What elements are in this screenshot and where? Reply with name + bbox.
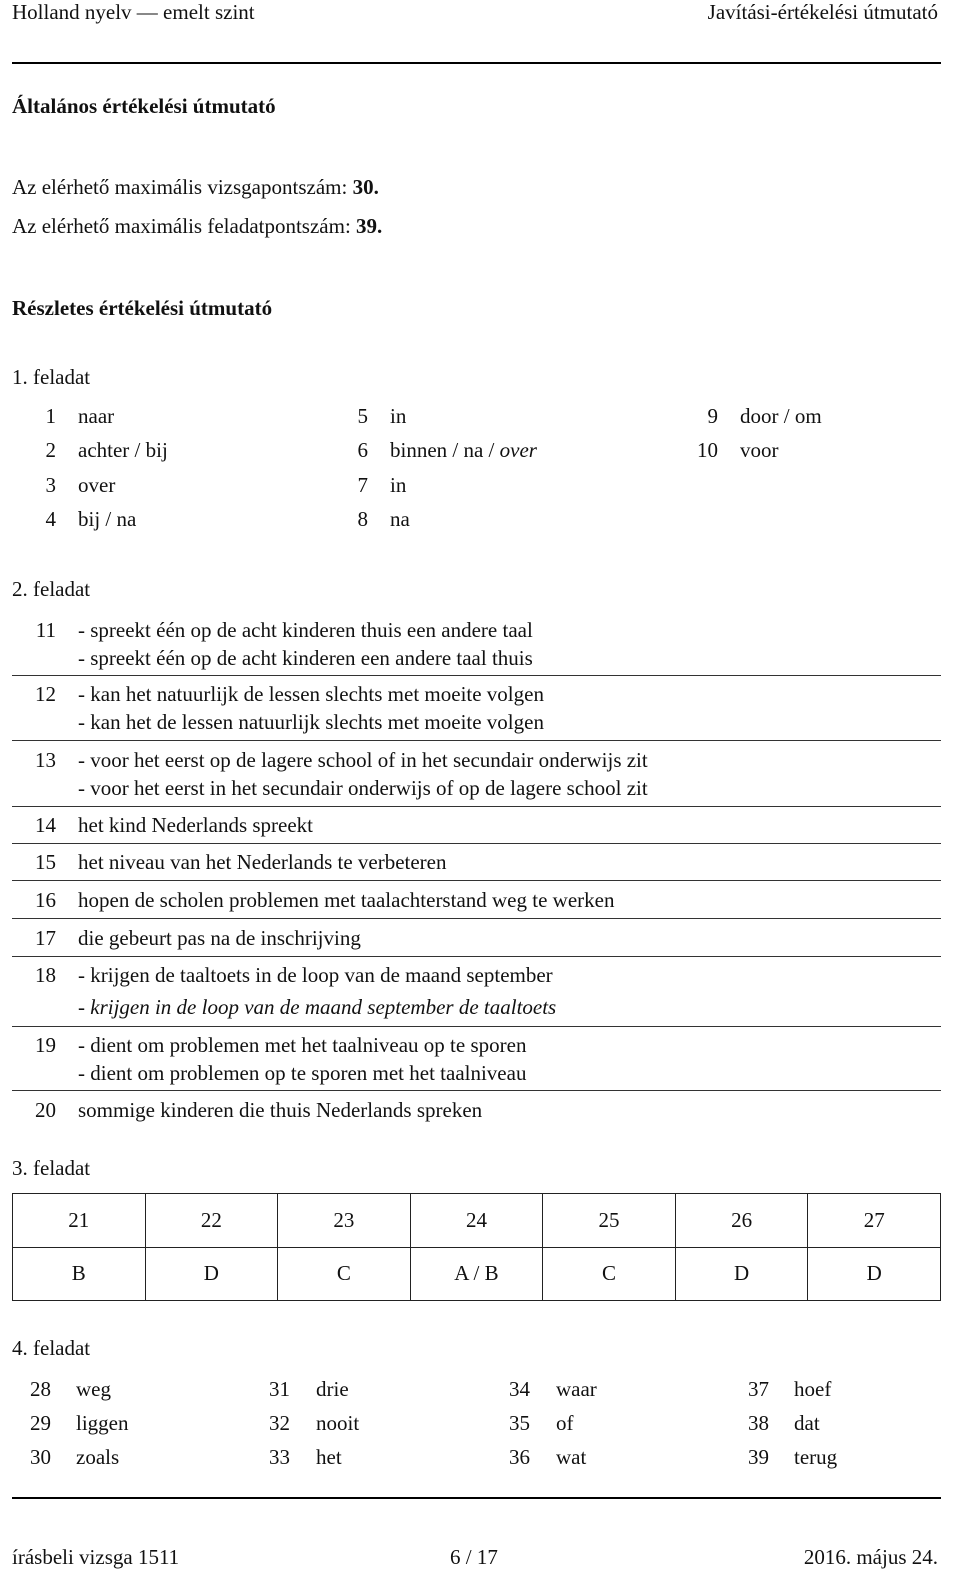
task2-row-num: 19 (35, 1033, 56, 1057)
task1-num: 9 (707, 404, 718, 428)
task3-number-cell: 26 (675, 1194, 808, 1248)
footer-page-number: 6 / 17 (450, 1545, 498, 1569)
task4-answer: drie (316, 1377, 349, 1401)
task1-answer: over (78, 473, 116, 497)
task2-row-line: - voor het eerst op de lagere school of in het secundair onderwijs zit (78, 748, 648, 772)
task2-row-num: 15 (35, 850, 56, 874)
task2-row-line: het kind Nederlands spreekt (78, 813, 314, 837)
task2-row-line: - spreekt één op de acht kinderen thuis een andere taal (78, 618, 533, 642)
task2-row-line: - spreekt één op de acht kinderen een andere taal thuis (78, 646, 533, 670)
task3-number-row (13, 1194, 941, 1248)
task1-answer (390, 438, 537, 463)
task2-row-line: - dient om problemen op te sporen met het taalniveau (78, 1061, 527, 1085)
task2-row-line: - dient om problemen met het taalniveau op te sporen (78, 1033, 527, 1057)
task3-answer-cell: B (13, 1247, 146, 1301)
task3-number-cell: 25 (543, 1194, 676, 1248)
task1-answer: door / om (740, 404, 822, 428)
task4-answer: dat (794, 1411, 820, 1435)
task2-row-line: sommige kinderen die thuis Nederlands spreken (78, 1098, 483, 1122)
task4-answer: wat (556, 1445, 587, 1469)
task1-answer: in (390, 473, 407, 497)
task4-num: 36 (509, 1445, 530, 1469)
task2-label: 2. feladat (12, 577, 91, 601)
task2-row-num: 16 (35, 888, 56, 912)
task4-num: 38 (748, 1411, 769, 1435)
detailed-title: Részletes értékelési útmutató (12, 296, 273, 320)
task3-number-cell: 24 (410, 1194, 543, 1248)
task2-row-divider (12, 843, 941, 844)
task2-row-divider (12, 880, 941, 881)
task2-row-num: 20 (35, 1098, 56, 1122)
task1-num: 8 (357, 507, 368, 531)
task1-num: 4 (45, 507, 56, 531)
task-max-line (12, 214, 382, 239)
task2-row-line: het niveau van het Nederlands te verbeteren (78, 850, 447, 874)
task4-answer: waar (556, 1377, 597, 1401)
task2-row-divider (12, 740, 941, 741)
task2-row-num: 18 (35, 963, 56, 987)
exam-max-line (12, 175, 379, 200)
task2-row-line: - kan het de lessen natuurlijk slechts met moeite volgen (78, 710, 544, 734)
task3-answer-cell: C (543, 1247, 676, 1301)
task4-num: 29 (30, 1411, 51, 1435)
task3-answer-cell: D (145, 1247, 278, 1301)
task4-num: 32 (269, 1411, 290, 1435)
general-title: Általános értékelési útmutató (12, 94, 276, 118)
task4-num: 33 (269, 1445, 290, 1469)
task1-answer: naar (78, 404, 115, 428)
task4-answer: hoef (794, 1377, 832, 1401)
task4-num: 39 (748, 1445, 769, 1469)
task2-row-num: 17 (35, 926, 56, 950)
task4-answer: of (556, 1411, 574, 1435)
task2-row-divider (12, 918, 941, 919)
task1-num: 10 (697, 438, 718, 462)
task-max-label: Az elérhető maximális feladatpontszám: (12, 214, 357, 238)
task2-row-divider (12, 1026, 941, 1027)
task3-answer-cell: D (808, 1247, 941, 1301)
task3-answer-cell: C (278, 1247, 411, 1301)
task4-label: 4. feladat (12, 1336, 91, 1360)
task2-row-divider (12, 675, 941, 676)
task2-row-line: - kan het natuurlijk de lessen slechts met moeite volgen (78, 682, 544, 706)
task1-answer: achter / bij (78, 438, 168, 462)
task4-num: 28 (30, 1377, 51, 1401)
task4-num: 37 (748, 1377, 769, 1401)
task3-answer-table (12, 1193, 941, 1301)
task3-answer-row (13, 1247, 941, 1301)
footer-left: írásbeli vizsga 1511 (12, 1545, 180, 1569)
task3-number-cell: 21 (13, 1194, 146, 1248)
task4-answer: weg (76, 1377, 111, 1401)
task3-number-cell: 22 (145, 1194, 278, 1248)
task2-row-line: die gebeurt pas na de inschrijving (78, 926, 361, 950)
exam-max-value: 30. (352, 175, 379, 199)
task4-num: 31 (269, 1377, 290, 1401)
task3-answer-cell: A / B (410, 1247, 543, 1301)
task4-answer: zoals (76, 1445, 120, 1469)
task1-answer: in (390, 404, 407, 428)
task1-num: 3 (45, 473, 56, 497)
task3-number-cell: 27 (808, 1194, 941, 1248)
footer-right: 2016. május 24. (803, 1545, 938, 1569)
task2-row-divider (12, 956, 941, 957)
header-left: Holland nyelv — emelt szint (12, 0, 255, 24)
task4-num: 35 (509, 1411, 530, 1435)
task2-row-line: hopen de scholen problemen met taalachterstand weg te werken (78, 888, 615, 912)
task4-num: 34 (509, 1377, 530, 1401)
task4-answer: het (316, 1445, 342, 1469)
task2-row-divider (12, 1090, 941, 1091)
task1-answer: na (390, 507, 410, 531)
task2-row-num: 14 (35, 813, 56, 837)
task1-num: 6 (357, 438, 368, 462)
task3-answer-cell: D (675, 1247, 808, 1301)
task1-num: 5 (357, 404, 368, 428)
task2-row-num: 11 (35, 618, 56, 642)
task4-num: 30 (30, 1445, 51, 1469)
exam-max-label: Az elérhető maximális vizsgapontszám: (12, 175, 353, 199)
task2-row-num: 13 (35, 748, 56, 772)
task2-row-num: 12 (35, 682, 56, 706)
task2-row-line: - krijgen in de loop van de maand september de taaltoets (78, 995, 557, 1019)
task4-answer: nooit (316, 1411, 360, 1435)
task1-answer-text: binnen / na / (390, 438, 500, 462)
header-rule (12, 62, 941, 64)
task2-row-line: - krijgen de taaltoets in de loop van de maand september (78, 963, 553, 987)
task2-row-line: - voor het eerst in het secundair onderwijs of op de lagere school zit (78, 776, 648, 800)
task4-answer: terug (794, 1445, 838, 1469)
task3-number-cell: 23 (278, 1194, 411, 1248)
task1-num: 2 (45, 438, 56, 462)
task-max-value: 39. (356, 214, 383, 238)
task1-answer: bij / na (78, 507, 137, 531)
header-right: Javítási-értékelési útmutató (707, 0, 938, 24)
task1-num: 1 (45, 404, 56, 428)
footer-rule (12, 1497, 941, 1499)
task1-num: 7 (357, 473, 368, 497)
task3-label: 3. feladat (12, 1156, 91, 1180)
task1-label: 1. feladat (12, 365, 91, 389)
task2-row-divider (12, 806, 941, 807)
task4-answer: liggen (76, 1411, 129, 1435)
task1-answer: voor (740, 438, 779, 462)
task1-answer-italic: over (499, 438, 537, 462)
